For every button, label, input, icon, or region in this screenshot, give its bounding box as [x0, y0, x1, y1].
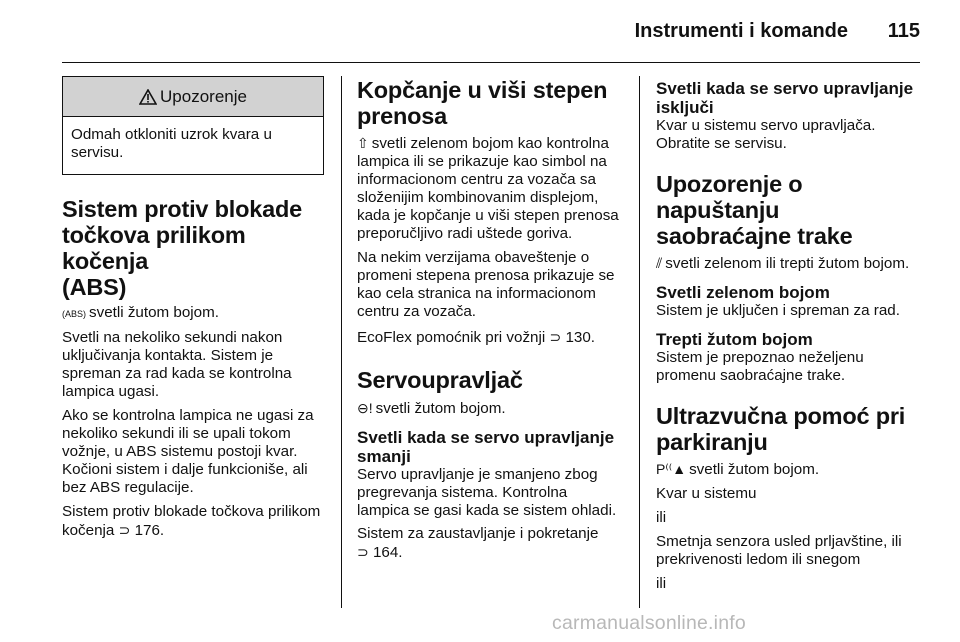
header-divider [62, 62, 920, 63]
page-number: 115 [887, 20, 920, 42]
abs-icon: (ABS) [62, 309, 87, 319]
abs-reference-page[interactable]: 176. [134, 522, 165, 539]
lane-heading-line1: Upozorenje o napuštanju [656, 171, 803, 223]
yellow-blink-text: Sistem je prepoznao neželjenu promenu saobraćajne trake. [656, 349, 864, 384]
warning-text: Odmah otkloniti uzrok kvara u servisu. [71, 126, 272, 161]
arrow-ref-icon: ⊃ [549, 329, 562, 345]
arrow-ref-icon: ⊃ [357, 544, 369, 560]
abs-reference [62, 503, 324, 540]
parking-color-line [656, 460, 924, 479]
lane-color-text: svetli zelenom ili trepti žutom bojom. [665, 255, 910, 272]
parking-heading [656, 403, 924, 455]
abs-heading-line1: Sistem protiv blokade [62, 196, 303, 222]
parking-or-2: ili [656, 575, 667, 592]
lane-departure-icon: ⫽ [656, 255, 663, 271]
lane-color-line [656, 254, 924, 273]
abs-color-text: svetli žutom bojom. [89, 304, 219, 321]
upshift-paragraph-1 [357, 134, 623, 243]
upshift-heading-line1: Kopčanje u viši stepen [357, 77, 608, 103]
upshift-text: svetli zelenom bojom kao kontrolna lampica ili se prikazuje kao simbol na informacionom centru za vozača sa složenijim kombinovanim displejom, kada je kopčanje u viši stepen prenosa preporučljivo radi uštede goriva. [357, 135, 619, 242]
lane-heading [656, 171, 924, 249]
abs-heading [62, 196, 324, 300]
abs-heading-line3: (ABS) [62, 274, 127, 300]
parking-fault-text: Kvar u sistemu [656, 485, 757, 502]
warning-label: Upozorenje [160, 86, 247, 106]
stop-start-reference-page[interactable]: 164. [372, 544, 403, 561]
ecoflex-reference-page[interactable]: 130. [565, 329, 595, 346]
yellow-blink-subheading: Trepti žutom bojom [656, 330, 813, 349]
upshift-heading-line2: prenosa [357, 103, 448, 129]
parking-heading-line1: Ultrazvučna pomoć pri [656, 403, 906, 429]
upshift-icon: ⇧ [357, 135, 369, 151]
upshift-heading [357, 77, 623, 129]
header-title: Instrumenti i komande [634, 20, 848, 42]
ecoflex-reference-text: EcoFlex pomoćnik pri vožnji [357, 329, 546, 346]
parking-sensor-text: Smetnja senzora usled prljavštine, ili prekrivenosti ledom ili snegom [656, 533, 902, 568]
abs-paragraph-2: Ako se kontrolna lampica ne ugasi za nekoliko sekundi ili se upali tokom vožnje, u ABS sistemu postoji kvar. Kočioni sistem i dalje funkcioniše, ali bez ABS regulacije. [62, 407, 314, 496]
parking-color-text: svetli žutom bojom. [689, 461, 820, 478]
column-2 [357, 76, 623, 562]
parking-or-1: ili [656, 509, 667, 526]
parking-assist-icon: P⁽⁽▲ [656, 461, 687, 477]
servo-icon: ⊖! [357, 400, 373, 416]
warning-box [62, 76, 324, 175]
warning-header [63, 77, 323, 117]
abs-reference-text: Sistem protiv blokade točkova prilikom kočenja [62, 503, 321, 539]
ecoflex-reference [357, 328, 623, 347]
page-header [0, 0, 960, 62]
stop-start-reference-text: Sistem za zaustavljanje i pokretanje [357, 525, 599, 542]
stop-start-reference [357, 525, 623, 562]
column-divider-1 [341, 76, 342, 608]
column-divider-2 [639, 76, 640, 608]
servo-color-text: svetli žutom bojom. [375, 400, 506, 417]
abs-color-line [62, 304, 324, 323]
servo-color-line [357, 399, 623, 418]
arrow-ref-icon: ⊃ [118, 522, 131, 538]
servo-off-subheading: Svetli kada se servo upravljanje isključi [656, 79, 914, 117]
warning-triangle-icon [139, 89, 157, 105]
column-3 [656, 76, 924, 593]
servo-reduced-subheading: Svetli kada se servo upravljanje smanji [357, 428, 615, 466]
lane-heading-line2: saobraćajne trake [656, 223, 853, 249]
servo-off-text: Kvar u sistemu servo upravljača. Obratite se servisu. [656, 117, 876, 152]
servo-heading: Servoupravljač [357, 367, 523, 393]
upshift-paragraph-2: Na nekim verzijama obaveštenje o promeni stepena prenosa prikazuje se kao cela stranica na informacionom centru za vozača. [357, 249, 615, 320]
watermark: carmanualsonline.info [552, 612, 746, 634]
column-1 [62, 76, 324, 540]
green-light-text: Sistem je uključen i spreman za rad. [656, 302, 900, 319]
abs-paragraph-1: Svetli na nekoliko sekundi nakon uključivanja kontakta. Sistem je spreman za rad kada se kontrolna lampica ugasi. [62, 329, 292, 400]
green-light-subheading: Svetli zelenom bojom [656, 283, 830, 302]
abs-heading-line2: točkova prilikom kočenja [62, 222, 246, 274]
servo-reduced-text: Servo upravljanje je smanjeno zbog pregrevanja sistema. Kontrolna lampica se gasi kada se sistem ohladi. [357, 466, 617, 519]
parking-heading-line2: parkiranju [656, 429, 768, 455]
